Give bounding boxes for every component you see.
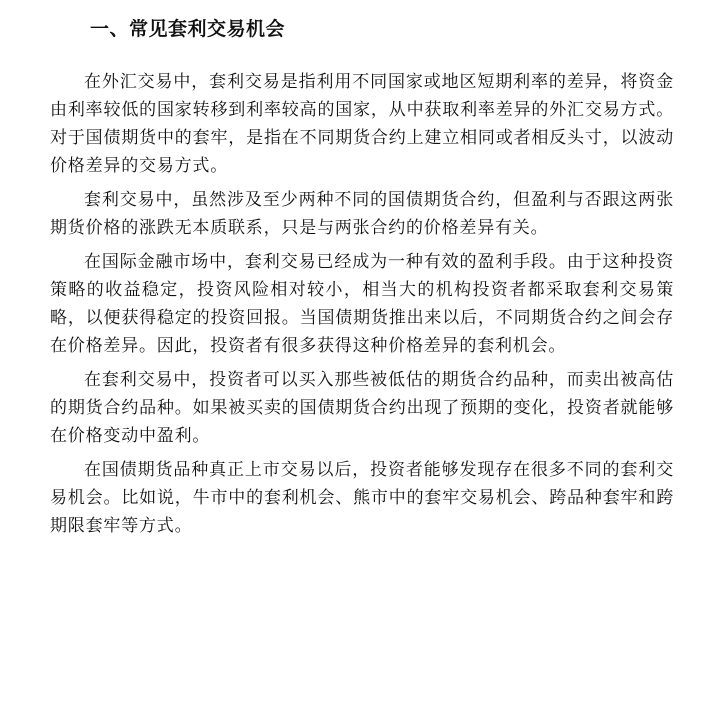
paragraph-4: 在套利交易中，投资者可以买入那些被低估的期货合约品种，而卖出被高估的期货合约品种。如果被买卖的国债期货合约出现了预期的变化，投资者就能够在价格变动中盈利。	[50, 370, 674, 446]
section-heading: 一、常见套利交易机会	[90, 18, 286, 40]
paragraph-5: 在国债期货品种真正上市交易以后，投资者能够发现存在很多不同的套利交易机会。比如说，牛市中的套利机会、熊市中的套牢交易机会、跨品种套牢和跨期限套牢等方式。	[50, 460, 674, 536]
paragraph-3: 在国际金融市场中，套利交易已经成为一种有效的盈利手段。由于这种投资策略的收益稳定，投资风险相对较小，相当大的机构投资者都采取套利交易策略，以便获得稳定的投资回报。当国债期货推出来以后，不同期货合约之间会存在价格差异。因此，投资者有很多获得这种价格差异的套利机会。	[50, 252, 674, 356]
paragraph-2: 套利交易中，虽然涉及至少两种不同的国债期货合约，但盈利与否跟这两张期货价格的涨跌无本质联系，只是与两张合约的价格差异有关。	[50, 190, 674, 238]
paragraph-1: 在外汇交易中，套利交易是指利用不同国家或地区短期利率的差异，将资金由利率较低的国家转移到利率较高的国家，从中获取利率差异的外汇交易方式。对于国债期货中的套牢，是指在不同期货合约上建立相同或者相反头寸，以波动价格差异的交易方式。	[50, 72, 674, 176]
